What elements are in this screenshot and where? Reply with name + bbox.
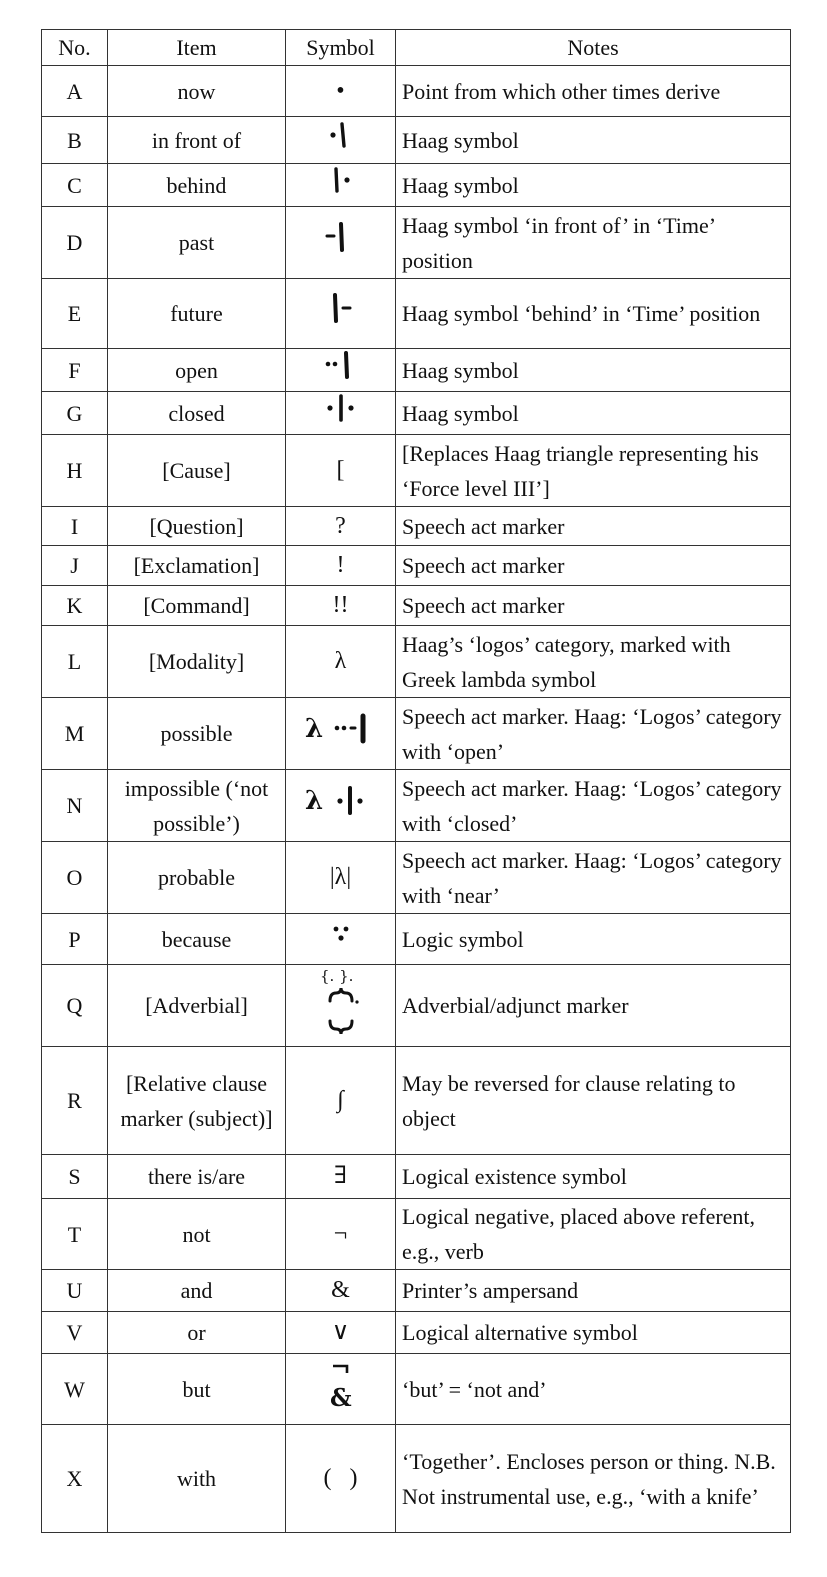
symbol-glyph: λ <box>334 648 347 674</box>
not-and-icon <box>321 1356 361 1412</box>
row-item: probable <box>108 842 286 914</box>
svg-text:λ: λ <box>304 786 323 816</box>
row-notes: Speech act marker <box>396 507 791 546</box>
row-item: [Cause] <box>108 435 286 507</box>
row-no: D <box>42 207 108 279</box>
row-symbol <box>286 914 396 965</box>
row-symbol <box>286 507 396 546</box>
table-row <box>42 546 791 586</box>
row-item: open <box>108 349 286 392</box>
row-symbol <box>286 435 396 507</box>
row-no: Q <box>42 965 108 1047</box>
table-row <box>42 392 791 435</box>
svg-text:{. }.: {. }. <box>319 967 353 985</box>
row-no: W <box>42 1354 108 1425</box>
row-no: O <box>42 842 108 914</box>
row-no: K <box>42 586 108 626</box>
symbol-glyph: ¬ <box>333 1220 348 1247</box>
row-symbol <box>286 117 396 164</box>
symbol-glyph: ∫ <box>337 1087 344 1113</box>
header-no: No. <box>42 30 108 66</box>
row-symbol <box>286 1270 396 1312</box>
double-dot-bar-icon <box>319 350 363 380</box>
row-symbol <box>286 698 396 770</box>
row-symbol <box>286 626 396 698</box>
row-notes: Speech act marker. Haag: ‘Logos’ category with ‘near’ <box>396 842 791 914</box>
row-symbol <box>286 1312 396 1354</box>
table-row <box>42 1270 791 1312</box>
row-symbol <box>286 392 396 435</box>
row-notes: Speech act marker <box>396 546 791 586</box>
row-item: but <box>108 1354 286 1425</box>
table-row <box>42 66 791 117</box>
table-row <box>42 507 791 546</box>
row-symbol <box>286 842 396 914</box>
row-symbol <box>286 1047 396 1155</box>
row-notes: May be reversed for clause relating to object <box>396 1047 791 1155</box>
row-no: X <box>42 1425 108 1533</box>
table-row <box>42 842 791 914</box>
lambda-open-icon <box>303 711 379 745</box>
row-no: S <box>42 1155 108 1199</box>
table-row <box>42 1047 791 1155</box>
row-item: possible <box>108 698 286 770</box>
row-item: behind <box>108 164 286 207</box>
svg-text:λ: λ <box>304 714 323 744</box>
dash-bar-icon <box>321 220 361 254</box>
symbol-glyph: [ <box>336 457 345 483</box>
row-item: not <box>108 1199 286 1270</box>
bar-dash-icon <box>321 291 361 325</box>
row-notes: Speech act marker. Haag: ‘Logos’ category with ‘open’ <box>396 698 791 770</box>
row-symbol <box>286 586 396 626</box>
table-row <box>42 207 791 279</box>
row-notes: Logical negative, placed above referent, e.g., verb <box>396 1199 791 1270</box>
row-notes: ‘Together’. Encloses person or thing. N.B. Not instrumental use, e.g., ‘with a knife’ <box>396 1425 791 1533</box>
row-item: impossible (‘not possible’) <box>108 770 286 842</box>
row-item: there is/are <box>108 1155 286 1199</box>
row-symbol <box>286 349 396 392</box>
dot-bar-dot-icon <box>319 393 363 423</box>
row-no: P <box>42 914 108 965</box>
table-row <box>42 349 791 392</box>
table-row <box>42 117 791 164</box>
row-item: with <box>108 1425 286 1533</box>
table-row <box>42 1354 791 1425</box>
row-no: T <box>42 1199 108 1270</box>
table-row <box>42 586 791 626</box>
table-row <box>42 914 791 965</box>
row-no: N <box>42 770 108 842</box>
row-notes: Logical alternative symbol <box>396 1312 791 1354</box>
row-no: V <box>42 1312 108 1354</box>
symbol-glyph: !! <box>332 592 349 618</box>
brace-icon <box>316 965 366 1035</box>
row-no: H <box>42 435 108 507</box>
row-item: in front of <box>108 117 286 164</box>
table-row <box>42 279 791 349</box>
row-notes: Haag symbol <box>396 392 791 435</box>
header-symbol: Symbol <box>286 30 396 66</box>
row-item: or <box>108 1312 286 1354</box>
svg-text:&: & <box>329 1382 352 1412</box>
row-no: B <box>42 117 108 164</box>
row-no: G <box>42 392 108 435</box>
row-no: A <box>42 66 108 117</box>
row-notes: Haag symbol ‘in front of’ in ‘Time’ position <box>396 207 791 279</box>
table-row <box>42 1199 791 1270</box>
row-notes: Logical existence symbol <box>396 1155 791 1199</box>
symbol-glyph: ∨ <box>331 1319 350 1345</box>
bar-dot-icon <box>321 165 361 195</box>
row-item: [Adverbial] <box>108 965 286 1047</box>
row-symbol <box>286 279 396 349</box>
row-item: [Question] <box>108 507 286 546</box>
row-symbol <box>286 546 396 586</box>
row-notes: Speech act marker. Haag: ‘Logos’ category with ‘closed’ <box>396 770 791 842</box>
row-symbol <box>286 1155 396 1199</box>
row-notes: Printer’s ampersand <box>396 1270 791 1312</box>
row-symbol <box>286 164 396 207</box>
row-notes: Haag symbol <box>396 164 791 207</box>
row-notes: Adverbial/adjunct marker <box>396 965 791 1047</box>
symbol-glyph: ( ) <box>323 1465 358 1491</box>
row-notes: [Replaces Haag triangle representing his ‘Force level III’] <box>396 435 791 507</box>
row-no: M <box>42 698 108 770</box>
row-item: future <box>108 279 286 349</box>
symbol-glyph: ∃ <box>333 1163 348 1189</box>
row-no: R <box>42 1047 108 1155</box>
table-row <box>42 1155 791 1199</box>
row-symbol <box>286 1354 396 1425</box>
row-notes: Haag symbol <box>396 349 791 392</box>
row-no: I <box>42 507 108 546</box>
row-no: U <box>42 1270 108 1312</box>
table-row <box>42 164 791 207</box>
row-symbol <box>286 207 396 279</box>
header-item: Item <box>108 30 286 66</box>
table-row <box>42 770 791 842</box>
row-item: [Command] <box>108 586 286 626</box>
row-notes: Logic symbol <box>396 914 791 965</box>
symbol-table <box>41 29 791 1533</box>
row-no: J <box>42 546 108 586</box>
lambda-closed-icon <box>303 783 379 817</box>
row-symbol <box>286 965 396 1047</box>
row-symbol <box>286 1199 396 1270</box>
symbol-glyph: ? <box>335 512 346 539</box>
row-no: C <box>42 164 108 207</box>
row-notes: ‘but’ = ‘not and’ <box>396 1354 791 1425</box>
row-item: and <box>108 1270 286 1312</box>
symbol-glyph: ! <box>336 552 345 578</box>
symbol-glyph: • <box>336 77 345 104</box>
row-item: because <box>108 914 286 965</box>
table-row <box>42 965 791 1047</box>
row-notes: Haag symbol <box>396 117 791 164</box>
symbol-glyph: |λ| <box>329 864 352 890</box>
header-row <box>42 30 791 66</box>
row-item: [Modality] <box>108 626 286 698</box>
row-no: F <box>42 349 108 392</box>
row-symbol <box>286 66 396 117</box>
row-symbol <box>286 1425 396 1533</box>
row-symbol <box>286 770 396 842</box>
row-notes: Speech act marker <box>396 586 791 626</box>
row-notes: Haag’s ‘logos’ category, marked with Greek lambda symbol <box>396 626 791 698</box>
symbol-glyph: & <box>331 1277 350 1303</box>
row-notes: Haag symbol ‘behind’ in ‘Time’ position <box>396 279 791 349</box>
table-row <box>42 1312 791 1354</box>
row-no: L <box>42 626 108 698</box>
table-row <box>42 1425 791 1533</box>
row-item: [Relative clause marker (subject)] <box>108 1047 286 1155</box>
header-notes: Notes <box>396 30 791 66</box>
table-row <box>42 435 791 507</box>
row-item: past <box>108 207 286 279</box>
row-notes: Point from which other times derive <box>396 66 791 117</box>
row-item: closed <box>108 392 286 435</box>
row-item: now <box>108 66 286 117</box>
row-item: [Exclamation] <box>108 546 286 586</box>
table-row <box>42 698 791 770</box>
table-row <box>42 626 791 698</box>
row-no: E <box>42 279 108 349</box>
dot-bar-icon <box>321 120 361 150</box>
because-icon <box>321 922 361 946</box>
